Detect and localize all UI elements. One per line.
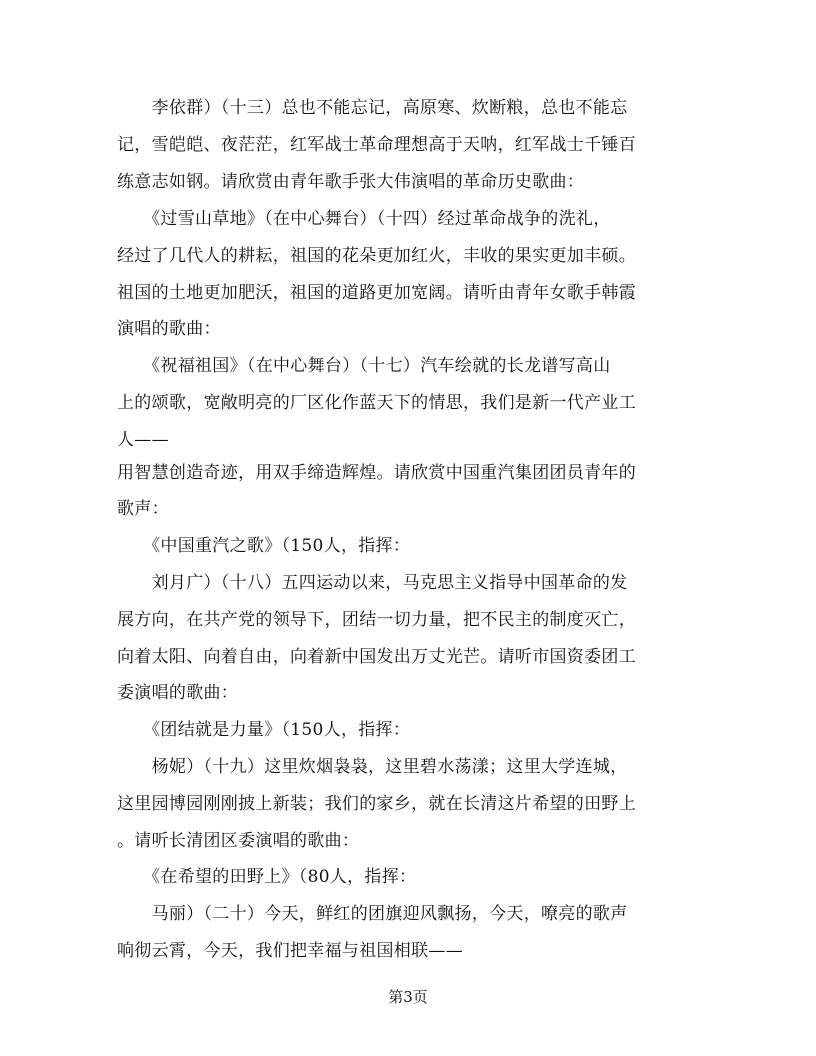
text-line: 李依群）（十三）总也不能忘记，高原寒、炊断粮，总也不能忘 — [117, 98, 628, 118]
text-line: 刘月广）（十八）五四运动以来，马克思主义指导中国革命的发 — [117, 573, 628, 593]
text-line: 《团结就是力量》（150人，指挥： — [117, 720, 411, 740]
text-line: 响彻云霄，今天，我们把幸福与祖国相联—— — [117, 941, 463, 961]
text-line: 用智慧创造奇迹，用双手缔造辉煌。请欣赏中国重汽集团团员青年的 — [117, 463, 636, 483]
text-line: 人—— — [117, 430, 169, 450]
text-line: 《过雪山草地》（在中心舞台）（十四）经过革命战争的洗礼， — [117, 209, 611, 229]
text-line: 演唱的歌曲： — [117, 319, 221, 339]
text-line: 《祝福祖国》（在中心舞台）（十七）汽车绘就的长龙谱写高山 — [117, 356, 611, 376]
text-line: 上的颂歌，宽敞明亮的厂区化作蓝天下的情思，我们是新一代产业工 — [117, 393, 636, 413]
text-line: 马丽）（二十）今天，鲜红的团旗迎风飘扬，今天，嘹亮的歌声 — [117, 904, 628, 924]
text-line: 委演唱的歌曲： — [117, 683, 239, 703]
text-line: 歌声： — [117, 499, 169, 519]
page-number: 第3页 — [388, 988, 428, 1006]
text-line: 向着太阳、向着自由，向着新中国发出万丈光芒。请听市国资委团工 — [117, 647, 636, 667]
text-line: 练意志如钢。请欣赏由青年歌手张大伟演唱的革命历史歌曲： — [117, 172, 585, 192]
text-line: 经过了几代人的耕耘，祖国的花朵更加红火，丰收的果实更加丰硕。 — [117, 246, 636, 266]
text-line: 这里园博园刚刚披上新装；我们的家乡，就在长清这片希望的田野上 — [117, 794, 636, 814]
text-line: 杨妮）（十九）这里炊烟袅袅，这里碧水荡漾；这里大学连城， — [117, 757, 628, 777]
text-line: 展方向，在共产党的领导下，团结一切力量，把不民主的制度灭亡， — [117, 610, 636, 630]
text-line: 记，雪皑皑、夜茫茫，红军战士革命理想高于天呐，红军战士千锤百 — [117, 135, 636, 155]
text-line: 《在希望的田野上》（80人，指挥： — [117, 867, 417, 887]
text-line: 。请听长清团区委演唱的歌曲： — [117, 831, 360, 851]
text-line: 祖国的土地更加肥沃，祖国的道路更加宽阔。请听由青年女歌手韩霞 — [117, 283, 636, 303]
text-line: 《中国重汽之歌》（150人，指挥： — [117, 536, 411, 556]
